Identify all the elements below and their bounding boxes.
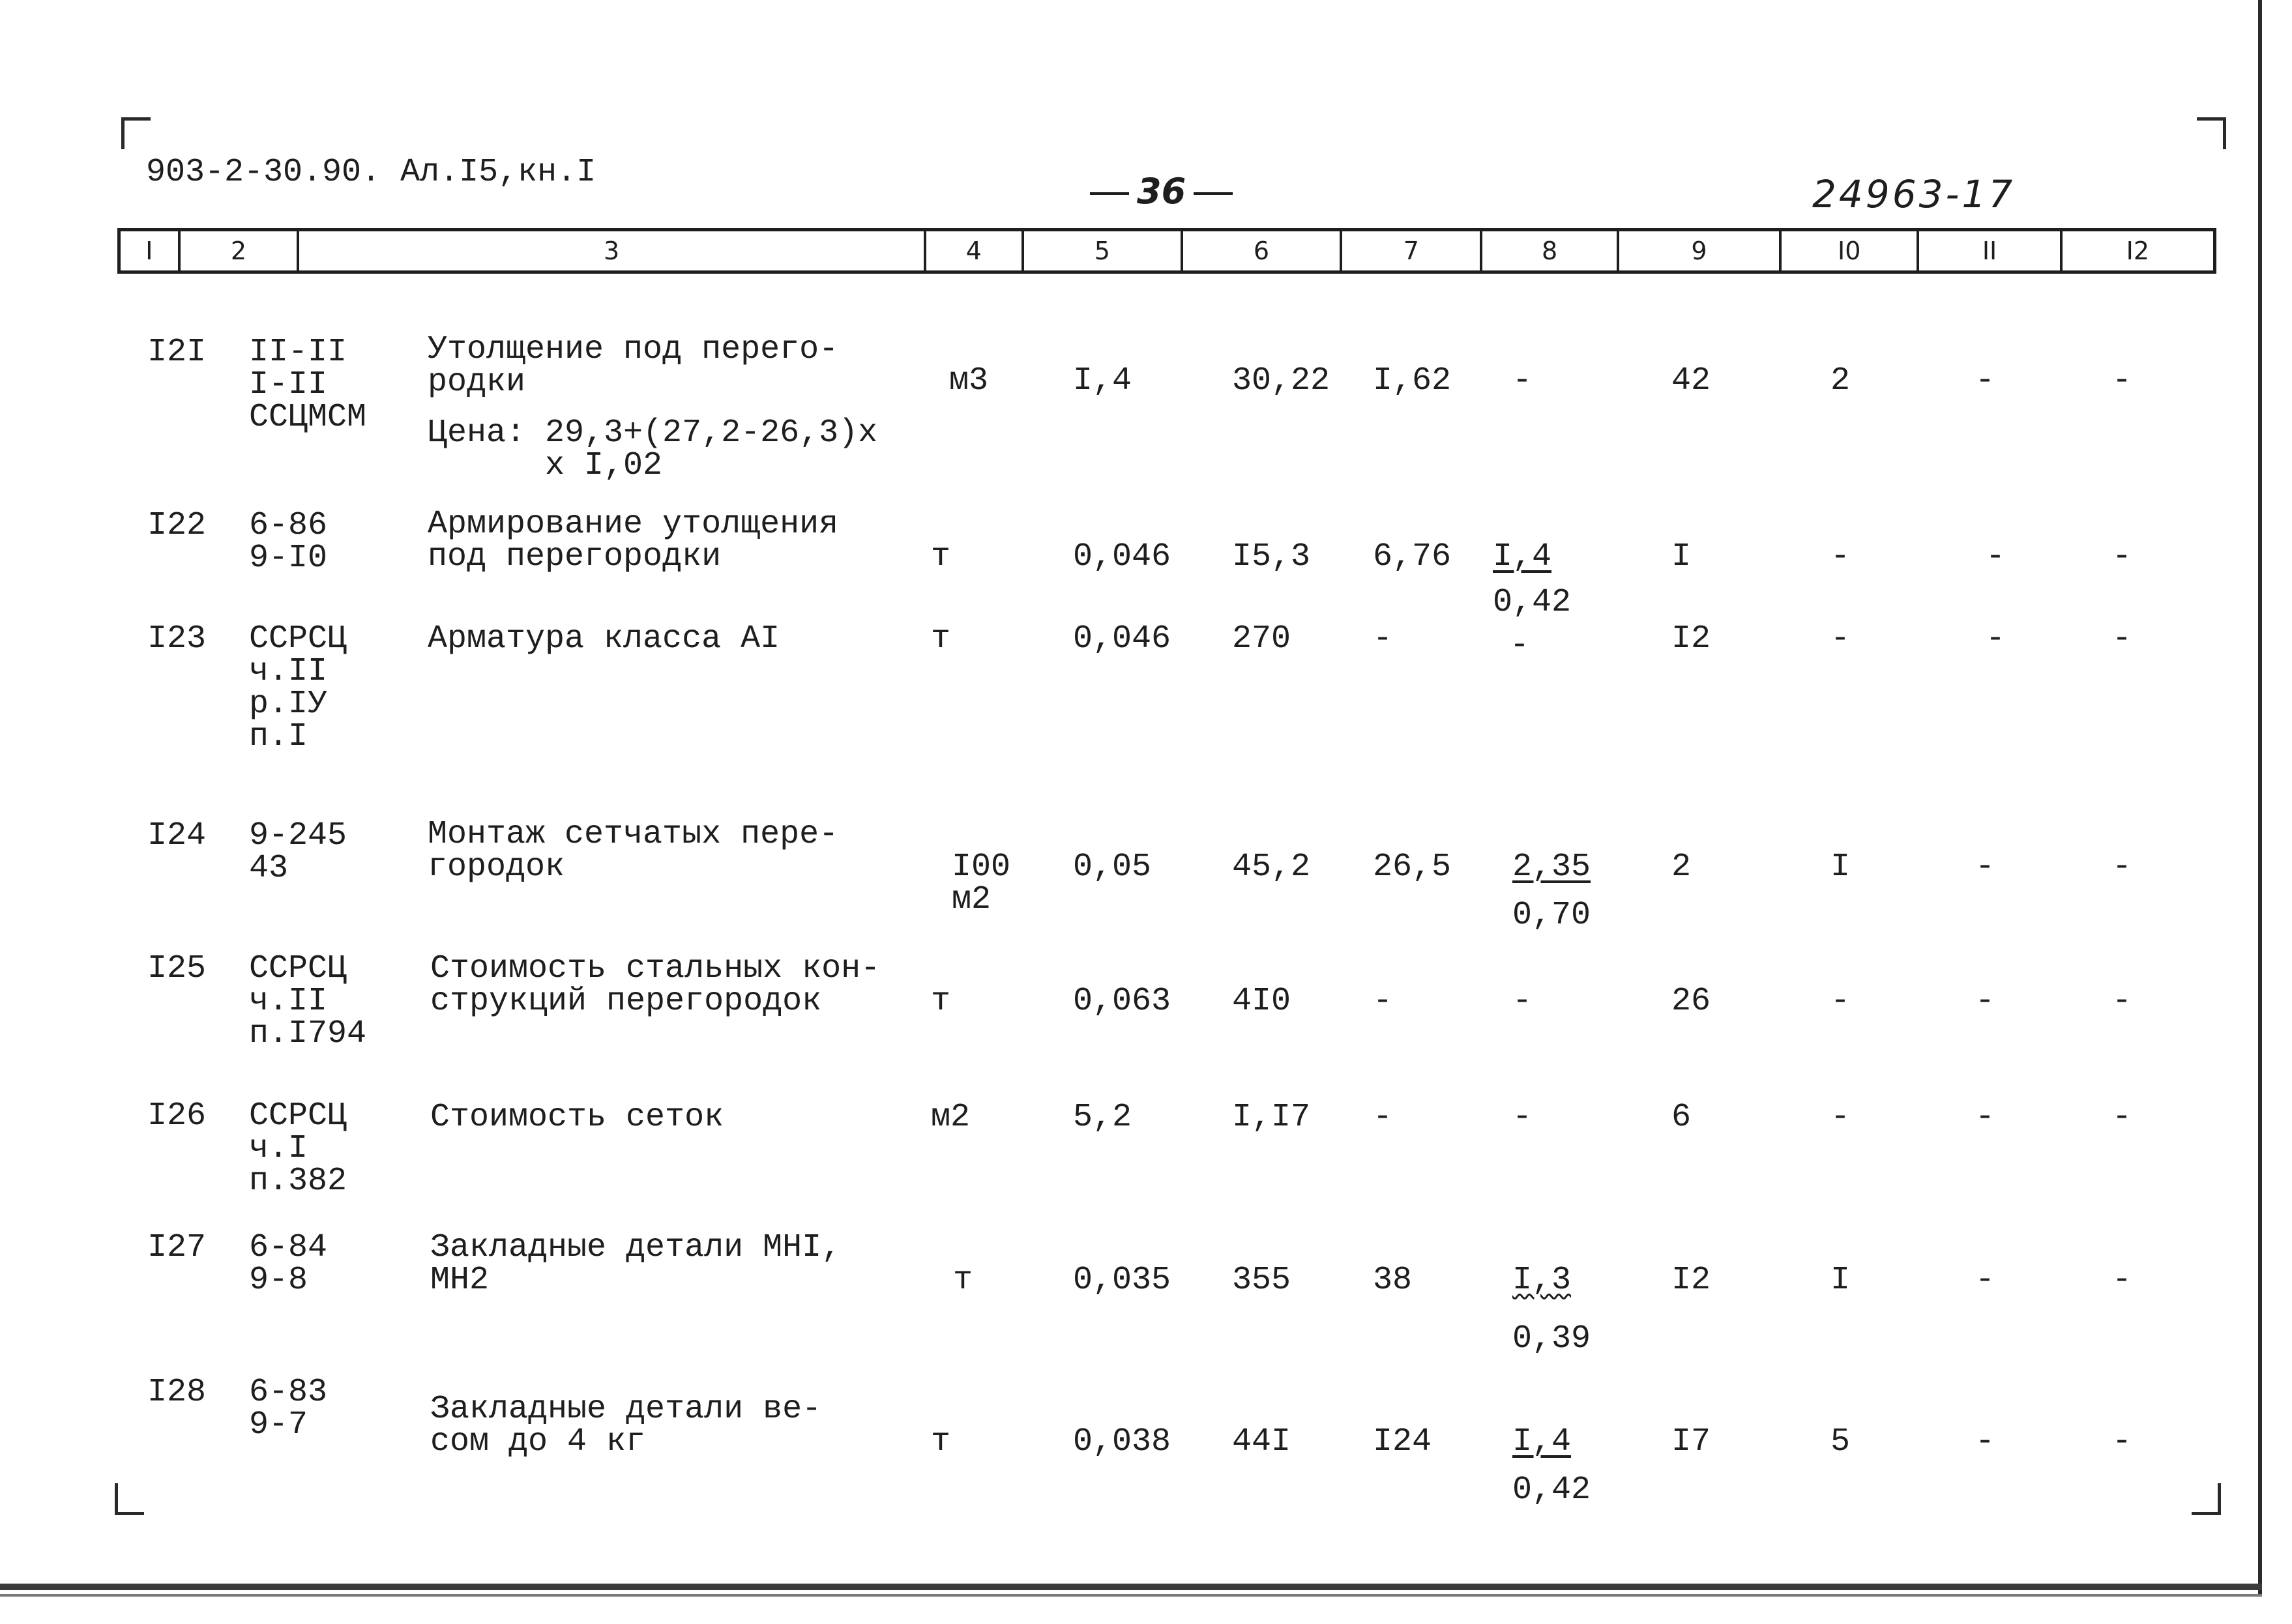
scan-edge-bottom — [0, 1584, 2262, 1590]
work-name: сом до 4 кг — [430, 1423, 646, 1460]
row-number: I27 — [147, 1229, 207, 1266]
column-header-row — [117, 228, 2216, 274]
column-8-value: I,4 — [1512, 1423, 1572, 1460]
column-6-value: 355 — [1232, 1262, 1291, 1299]
column-8-subvalue: 0,42 — [1493, 584, 1572, 621]
column-11-value: - — [1975, 1423, 1995, 1460]
column-6-value: I5,3 — [1232, 538, 1311, 575]
unit: т — [953, 1262, 973, 1299]
work-name: Стоимость стальных кон- — [430, 950, 881, 987]
work-name: Утолщение под перего- — [428, 331, 839, 368]
column-header-2: 2 — [181, 231, 299, 270]
rate-code: II-II — [249, 334, 347, 371]
quantity: I,4 — [1073, 362, 1132, 399]
unit: т — [931, 620, 951, 658]
column-10-value: I — [1830, 848, 1851, 886]
column-12-value: - — [2112, 1262, 2132, 1299]
unit: т — [931, 983, 951, 1020]
rate-code: ССРСЦ — [249, 950, 347, 987]
corner-mark-bottom-right — [2192, 1483, 2221, 1515]
rate-code: 6-83 — [249, 1374, 328, 1411]
column-9-value: 42 — [1671, 362, 1711, 399]
work-name: Монтаж сетчатых пере- — [428, 816, 839, 853]
column-8-value: - — [1512, 983, 1533, 1020]
row-number: I28 — [147, 1374, 207, 1411]
rate-code: 9-I0 — [249, 540, 328, 577]
column-9-value: 2 — [1671, 848, 1692, 886]
column-8-subvalue: 0,39 — [1512, 1320, 1591, 1357]
column-header-8: 8 — [1482, 231, 1619, 270]
work-name: Армирование утолщения — [428, 506, 839, 543]
quantity: 0,05 — [1073, 848, 1152, 886]
work-name: под перегородки — [428, 538, 722, 575]
column-10-value: - — [1830, 983, 1851, 1020]
scan-edge-right — [2258, 0, 2262, 1595]
rate-code: ч.I — [249, 1130, 308, 1167]
quantity: 0,038 — [1073, 1423, 1171, 1460]
column-7-value: - — [1373, 983, 1393, 1020]
row-number: I2I — [147, 334, 207, 371]
rate-code: ССРСЦ — [249, 620, 347, 658]
scan-edge-bottom-shadow — [0, 1594, 2262, 1597]
column-header-6: 6 — [1183, 231, 1342, 270]
unit: т — [931, 1423, 951, 1460]
rate-code: 9-245 — [249, 817, 347, 854]
column-header-5: 5 — [1024, 231, 1183, 270]
column-7-value: - — [1373, 1099, 1393, 1136]
column-12-value: - — [2112, 538, 2132, 575]
rate-code: 9-7 — [249, 1406, 308, 1443]
rate-code: р.IУ — [249, 686, 328, 723]
column-9-value: I7 — [1671, 1423, 1711, 1460]
quantity: 0,035 — [1073, 1262, 1171, 1299]
column-6-value: 44I — [1232, 1423, 1291, 1460]
work-name: струкций перегородок — [430, 983, 822, 1020]
column-9-value: I — [1671, 538, 1692, 575]
column-6-value: I,I7 — [1232, 1099, 1311, 1136]
work-name: родки — [428, 364, 526, 401]
album-number: 24963-17 — [1812, 172, 2016, 216]
column-11-value: - — [1975, 362, 1995, 399]
row-number: I23 — [147, 620, 207, 658]
rate-code: ч.II — [249, 983, 328, 1020]
column-9-value: I2 — [1671, 1262, 1711, 1299]
rate-code: ч.II — [249, 653, 328, 690]
rate-code: п.I — [249, 718, 308, 755]
row-number: I22 — [147, 507, 207, 544]
work-name: Закладные детали ве- — [430, 1391, 822, 1428]
rate-code: п.382 — [249, 1163, 347, 1200]
column-11-value: - — [1975, 1099, 1995, 1136]
column-7-value: I,62 — [1373, 362, 1452, 399]
column-8-value: - — [1512, 1099, 1533, 1136]
column-8-subvalue: 0,42 — [1512, 1472, 1591, 1509]
column-8-subvalue: 0,70 — [1512, 897, 1591, 934]
unit: м2 — [952, 881, 992, 918]
column-9-value: 6 — [1671, 1099, 1692, 1136]
column-8-value: I,4 — [1493, 538, 1552, 575]
column-12-value: - — [2112, 620, 2132, 658]
work-name: Закладные детали МНI, — [430, 1229, 842, 1266]
column-8-value: I,3 — [1512, 1262, 1572, 1299]
column-header-10: I0 — [1782, 231, 1919, 270]
rate-code: I-II — [249, 366, 328, 403]
column-header-1: I — [121, 231, 181, 270]
column-11-value: - — [1986, 538, 2006, 575]
column-10-value: - — [1830, 538, 1851, 575]
column-11-value: - — [1975, 848, 1995, 886]
column-8-value: - — [1510, 627, 1530, 664]
rate-code: ССЦМСМ — [249, 399, 367, 436]
work-name: МН2 — [430, 1262, 490, 1299]
column-12-value: - — [2112, 848, 2132, 886]
column-9-value: I2 — [1671, 620, 1711, 658]
work-name: Стоимость сеток — [430, 1099, 724, 1136]
column-header-7: 7 — [1342, 231, 1482, 270]
quantity: 5,2 — [1073, 1099, 1132, 1136]
unit: м3 — [949, 362, 989, 399]
quantity: 0,046 — [1073, 538, 1171, 575]
page-number — [1082, 171, 1241, 212]
corner-mark-top-left — [121, 117, 151, 149]
column-6-value: 4I0 — [1232, 983, 1291, 1020]
column-header-4: 4 — [926, 231, 1024, 270]
document-code: 903-2-30.90. Ал.I5,кн.I — [146, 154, 596, 191]
column-7-value: I24 — [1373, 1423, 1432, 1460]
column-7-value: - — [1373, 620, 1393, 658]
column-6-value: 45,2 — [1232, 848, 1311, 886]
column-header-12: I2 — [2126, 237, 2150, 265]
rate-code: ССРСЦ — [249, 1097, 347, 1135]
column-header-11: II — [1919, 231, 2062, 270]
column-8-value: 2,35 — [1512, 848, 1591, 886]
column-9-value: 26 — [1671, 983, 1711, 1020]
column-11-value: - — [1986, 620, 2006, 658]
column-11-value: - — [1975, 983, 1995, 1020]
corner-mark-top-right — [2197, 117, 2226, 149]
row-number: I26 — [147, 1097, 207, 1135]
quantity: 0,063 — [1073, 983, 1171, 1020]
column-12-value: - — [2112, 983, 2132, 1020]
rate-code: п.I794 — [249, 1015, 367, 1052]
column-12-value: - — [2112, 1423, 2132, 1460]
unit: т — [931, 538, 951, 575]
column-10-value: - — [1830, 1099, 1851, 1136]
corner-mark-bottom-left — [115, 1483, 144, 1515]
rate-code: 6-84 — [249, 1229, 328, 1266]
column-7-value: 26,5 — [1373, 848, 1452, 886]
column-7-value: 38 — [1373, 1262, 1413, 1299]
unit: м2 — [931, 1099, 971, 1136]
rate-code: 6-86 — [249, 507, 328, 544]
column-11-value: - — [1975, 1262, 1995, 1299]
column-12-value: - — [2112, 1099, 2132, 1136]
column-8-value: - — [1512, 362, 1533, 399]
column-6-value: 30,22 — [1232, 362, 1330, 399]
work-name: городок — [428, 848, 565, 886]
column-10-value: - — [1830, 620, 1851, 658]
page-number-value: 36 — [1137, 171, 1186, 212]
quantity: 0,046 — [1073, 620, 1171, 658]
rate-code: 43 — [249, 850, 289, 887]
rate-code: 9-8 — [249, 1262, 308, 1299]
price-formula: Цена: 29,3+(27,2-26,3)х — [428, 414, 878, 452]
work-name: Арматура класса АI — [428, 620, 780, 658]
column-10-value: 2 — [1830, 362, 1851, 399]
row-number: I25 — [147, 950, 207, 987]
column-header-9: 9 — [1619, 231, 1782, 270]
column-header-3: 3 — [299, 231, 926, 270]
column-6-value: 270 — [1232, 620, 1291, 658]
column-7-value: 6,76 — [1373, 538, 1452, 575]
price-formula: х I,02 — [545, 447, 663, 484]
column-12-value: - — [2112, 362, 2132, 399]
unit: I00 — [952, 848, 1011, 886]
column-10-value: 5 — [1830, 1423, 1851, 1460]
row-number: I24 — [147, 817, 207, 854]
column-10-value: I — [1830, 1262, 1851, 1299]
